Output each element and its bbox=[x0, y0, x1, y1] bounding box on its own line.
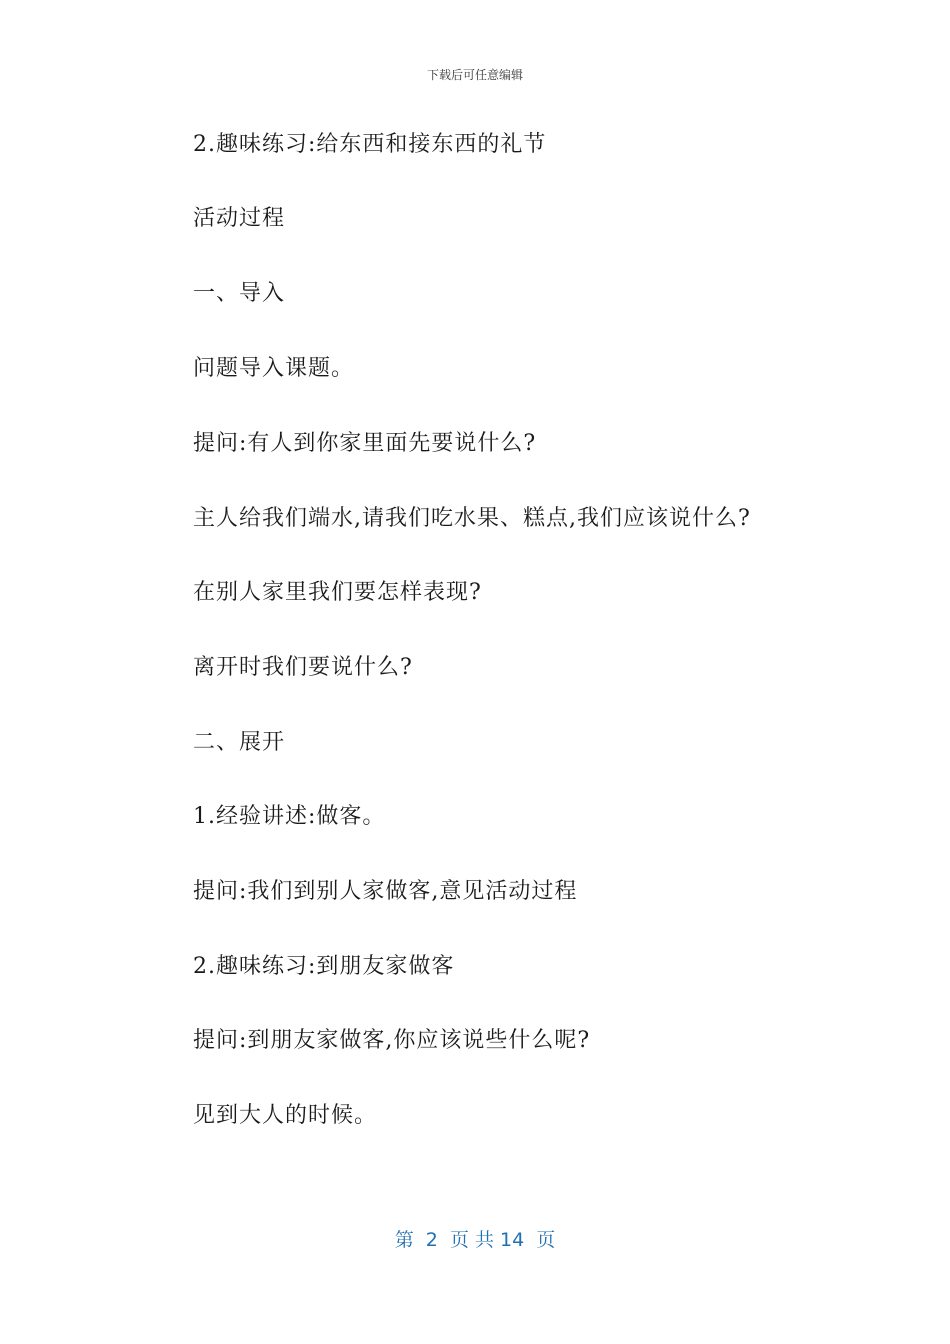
page-number-footer: 第 2 页 共 14 页 bbox=[394, 1229, 556, 1251]
text-line: 提问:到朋友家做客,你应该说些什么呢? bbox=[193, 1028, 591, 1053]
text-line: 离开时我们要说什么? bbox=[193, 655, 413, 680]
text-line: 提问:我们到别人家做客,意见活动过程 bbox=[193, 879, 578, 904]
text-line: 2.趣味练习:给东西和接东西的礼节 bbox=[193, 132, 547, 157]
text-line: 活动过程 bbox=[193, 206, 286, 231]
section-heading: 一、导入 bbox=[193, 281, 286, 306]
section-heading: 二、展开 bbox=[193, 730, 286, 755]
text-line: 问题导入课题。 bbox=[193, 356, 355, 381]
text-line: 见到大人的时候。 bbox=[193, 1103, 378, 1128]
page-header: 下载后可任意编辑 bbox=[426, 68, 523, 82]
text-line: 在别人家里我们要怎样表现? bbox=[193, 580, 482, 605]
text-line: 2.趣味练习:到朋友家做客 bbox=[193, 954, 455, 979]
text-line: 提问:有人到你家里面先要说什么? bbox=[193, 431, 537, 456]
text-line: 主人给我们端水,请我们吃水果、糕点,我们应该说什么? bbox=[193, 506, 751, 531]
text-line: 1.经验讲述:做客。 bbox=[193, 804, 386, 829]
